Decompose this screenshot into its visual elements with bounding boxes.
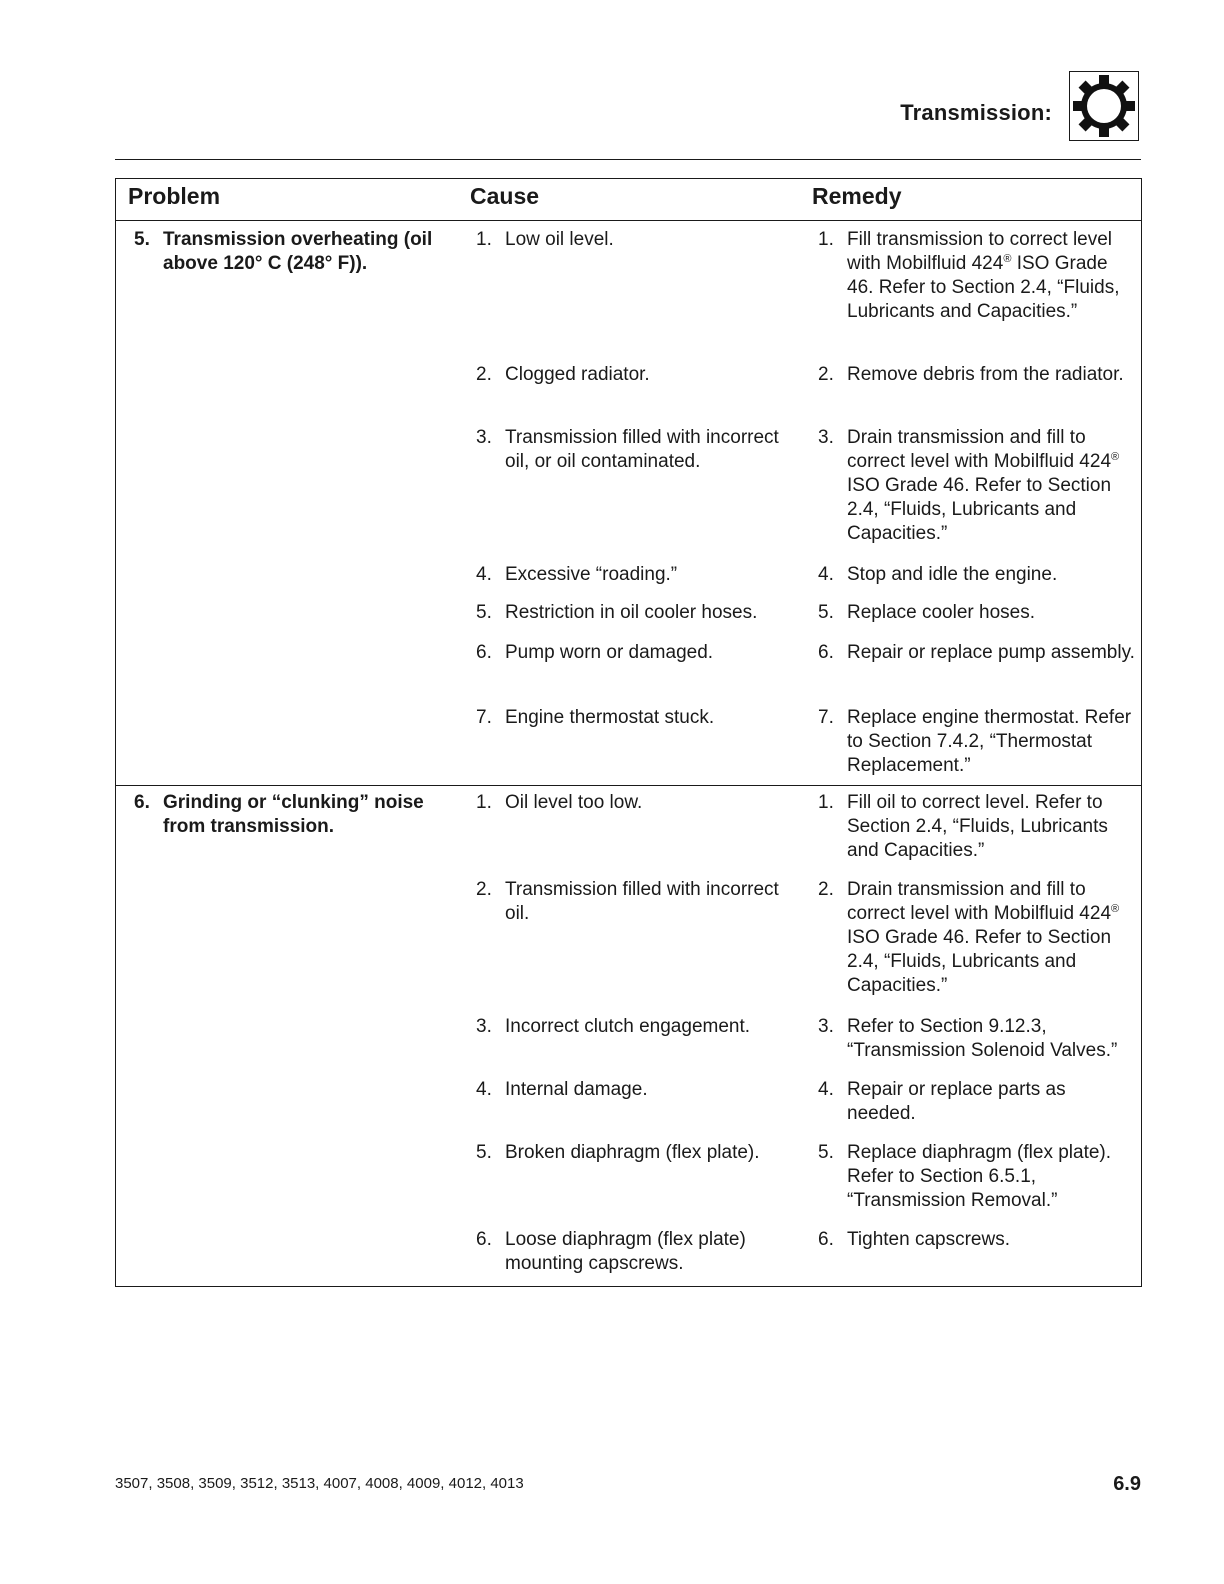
item-text: Remove debris from the radiator. [847,364,1124,385]
item-text: Tighten capscrews. [847,1229,1010,1250]
problem-text: Transmission overheating (oil above 120° C (248° F)). [163,229,433,274]
table-row-divider [115,785,1142,786]
item-text: Loose diaphragm (flex plate) mounting capscrews. [505,1229,746,1274]
column-header-problem: Problem [128,183,221,209]
item-text: Incorrect clutch engagement. [505,1016,751,1037]
item-number: 2. [818,364,834,385]
item-text: Clogged radiator. [505,364,650,385]
item-text: Replace cooler hoses. [847,602,1035,623]
item-number: 2. [476,879,492,900]
item-text: Engine thermostat stuck. [505,707,715,728]
item-number: 3. [476,427,492,448]
item-text: Replace diaphragm (flex plate). Refer to Section 6.5.1, “Transmission Removal.” [847,1142,1112,1211]
item-text: Repair or replace pump assembly. [847,642,1135,663]
item-text: Replace engine thermostat. Refer to Section 7.4.2, “Thermostat Replacement.” [847,707,1132,776]
problem-text: Grinding or “clunking” noise from transmission. [163,792,424,837]
gear-icon [1069,71,1139,141]
item-text: Restriction in oil cooler hoses. [505,602,758,623]
item-text: Broken diaphragm (flex plate). [505,1142,760,1163]
item-text: Excessive “roading.” [505,564,678,585]
item-number: 6. [818,642,834,663]
item-number: 1. [818,792,834,813]
table-header-divider [115,220,1142,221]
item-number: 3. [818,427,834,448]
item-text: Drain transmission and fill to correct level with Mobilfluid 424® ISO Grade 46. Refer to Section 2.4, “Fluids, Lubricants and Capacities.” [847,879,1120,996]
item-number: 4. [476,1079,492,1100]
item-text: Stop and idle the engine. [847,564,1058,585]
item-number: 5. [818,602,834,623]
item-text: Internal damage. [505,1079,648,1100]
item-number: 1. [818,229,834,250]
item-number: 3. [818,1016,834,1037]
item-number: 1. [476,792,492,813]
item-number: 6. [476,1229,492,1250]
column-header-remedy: Remedy [812,183,902,209]
item-number: 5. [476,602,492,623]
column-header-cause: Cause [470,183,540,209]
item-text: Transmission filled with incorrect oil. [505,879,779,924]
item-text: Fill oil to correct level. Refer to Section 2.4, “Fluids, Lubricants and Capacities.” [847,792,1108,861]
item-text: Pump worn or damaged. [505,642,714,663]
item-number: 5. [818,1142,834,1163]
header-divider [115,159,1141,160]
item-number: 2. [476,364,492,385]
item-number: 7. [818,707,834,728]
item-text: Refer to Section 9.12.3, “Transmission Solenoid Valves.” [847,1016,1118,1061]
item-number: 6. [818,1229,834,1250]
item-number: 3. [476,1016,492,1037]
page-number: 6.9 [1113,1473,1141,1495]
item-text: Drain transmission and fill to correct level with Mobilfluid 424® ISO Grade 46. Refer to Section 2.4, “Fluids, Lubricants and Capacities.” [847,427,1120,544]
problem-number: 5. [134,229,150,250]
item-number: 2. [818,879,834,900]
item-text: Oil level too low. [505,792,643,813]
item-number: 4. [476,564,492,585]
item-text: Fill transmission to correct level with Mobilfluid 424® ISO Grade 46. Refer to Section 2.4, “Fluids, Lubricants and Capacities.” [847,229,1120,322]
item-number: 4. [818,564,834,585]
item-number: 5. [476,1142,492,1163]
item-number: 6. [476,642,492,663]
item-text: Repair or replace parts as needed. [847,1079,1066,1124]
item-text: Transmission filled with incorrect oil, or oil contaminated. [505,427,779,472]
problem-number: 6. [134,792,150,813]
item-number: 4. [818,1079,834,1100]
item-number: 7. [476,707,492,728]
item-number: 1. [476,229,492,250]
footer-model-numbers: 3507, 3508, 3509, 3512, 3513, 4007, 4008, 4009, 4012, 4013 [115,1475,524,1492]
section-title: Transmission: [900,100,1052,125]
item-text: Low oil level. [505,229,614,250]
